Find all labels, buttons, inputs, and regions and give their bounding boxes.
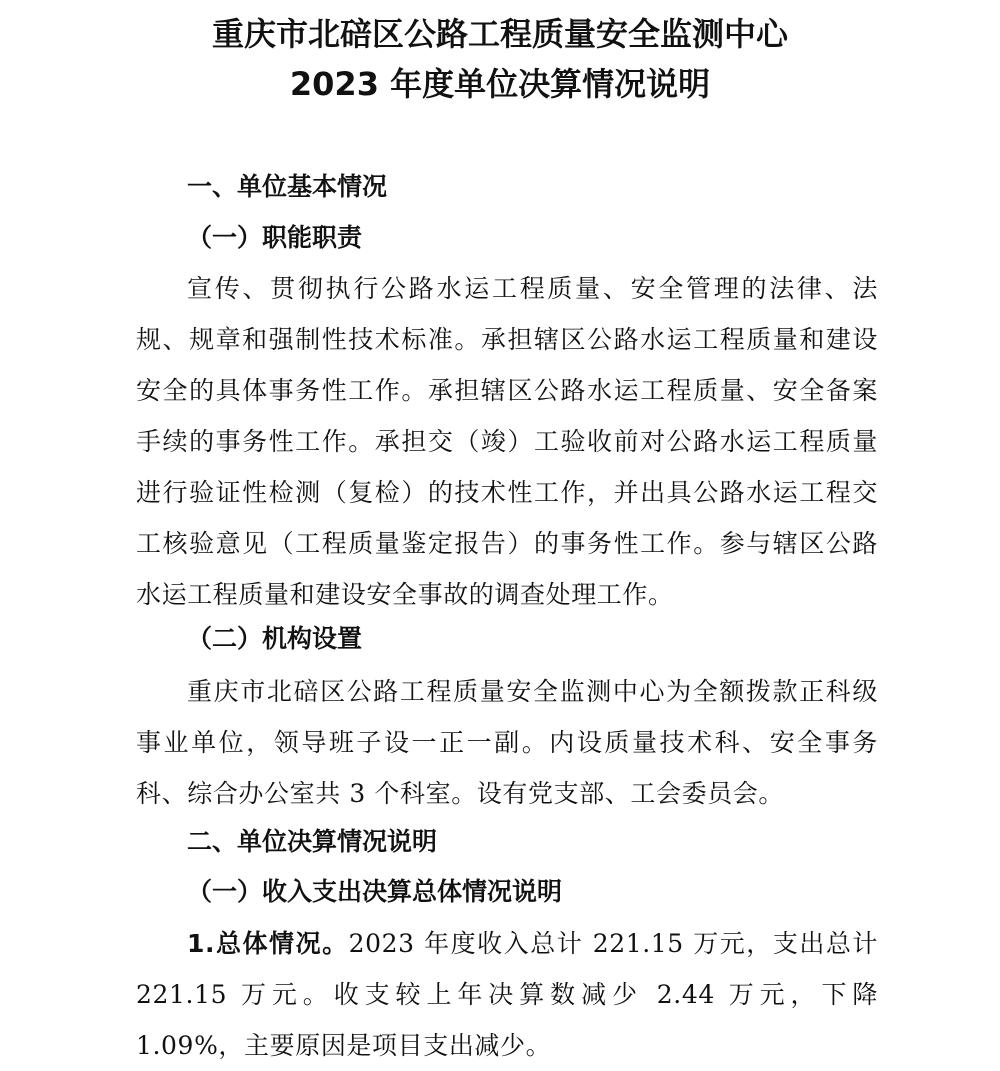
section1-sub1-paragraph: 宣传、贯彻执行公路水运工程质量、安全管理的法律、法规、规章和强制性技术标准。承担辖区公路水运工程质量和建设安全的具体事务性工作。承担辖区公路水运工程质量、安全备案手续的事务性工作。承担交（竣）工验收前对公路水运工程质量进行验证性检测（复检）的技术性工作，并出具公路水运工程交工核验意见（工程质量鉴定报告）的事务性工作。参与辖区公路水运工程质量和建设安全事故的调查处理工作。 (136, 274, 878, 609)
section1-heading: 一、单位基本情况 (187, 172, 388, 201)
document-title-line1: 重庆市北碚区公路工程质量安全监测中心 (211, 15, 788, 53)
overall-situation-text: 2023 年度收入总计 221.15 万元，支出总计 221.15 万元。收支较上年决算数减少 2.44 万元，下降 1.09%，主要原因是项目支出减少。 (136, 929, 878, 1060)
section1-sub2-heading: （二）机构设置 (187, 624, 363, 653)
section2-heading: 二、单位决算情况说明 (187, 827, 438, 856)
section1-sub2-paragraph: 重庆市北碚区公路工程质量安全监测中心为全额拨款正科级事业单位，领导班子设一正一副。内设质量技术科、安全事务科、综合办公室共 3 个科室。设有党支部、工会委员会。 (136, 677, 878, 808)
overall-situation-lead: 1.总体情况。 (187, 929, 349, 958)
section2-sub1-paragraph (136, 918, 878, 1071)
section1-sub1-heading: （一）职能职责 (187, 223, 363, 252)
section2-sub1-heading: （一）收入支出决算总体情况说明 (187, 877, 563, 906)
document-title-line2: 2023 年度单位决算情况说明 (289, 65, 711, 103)
